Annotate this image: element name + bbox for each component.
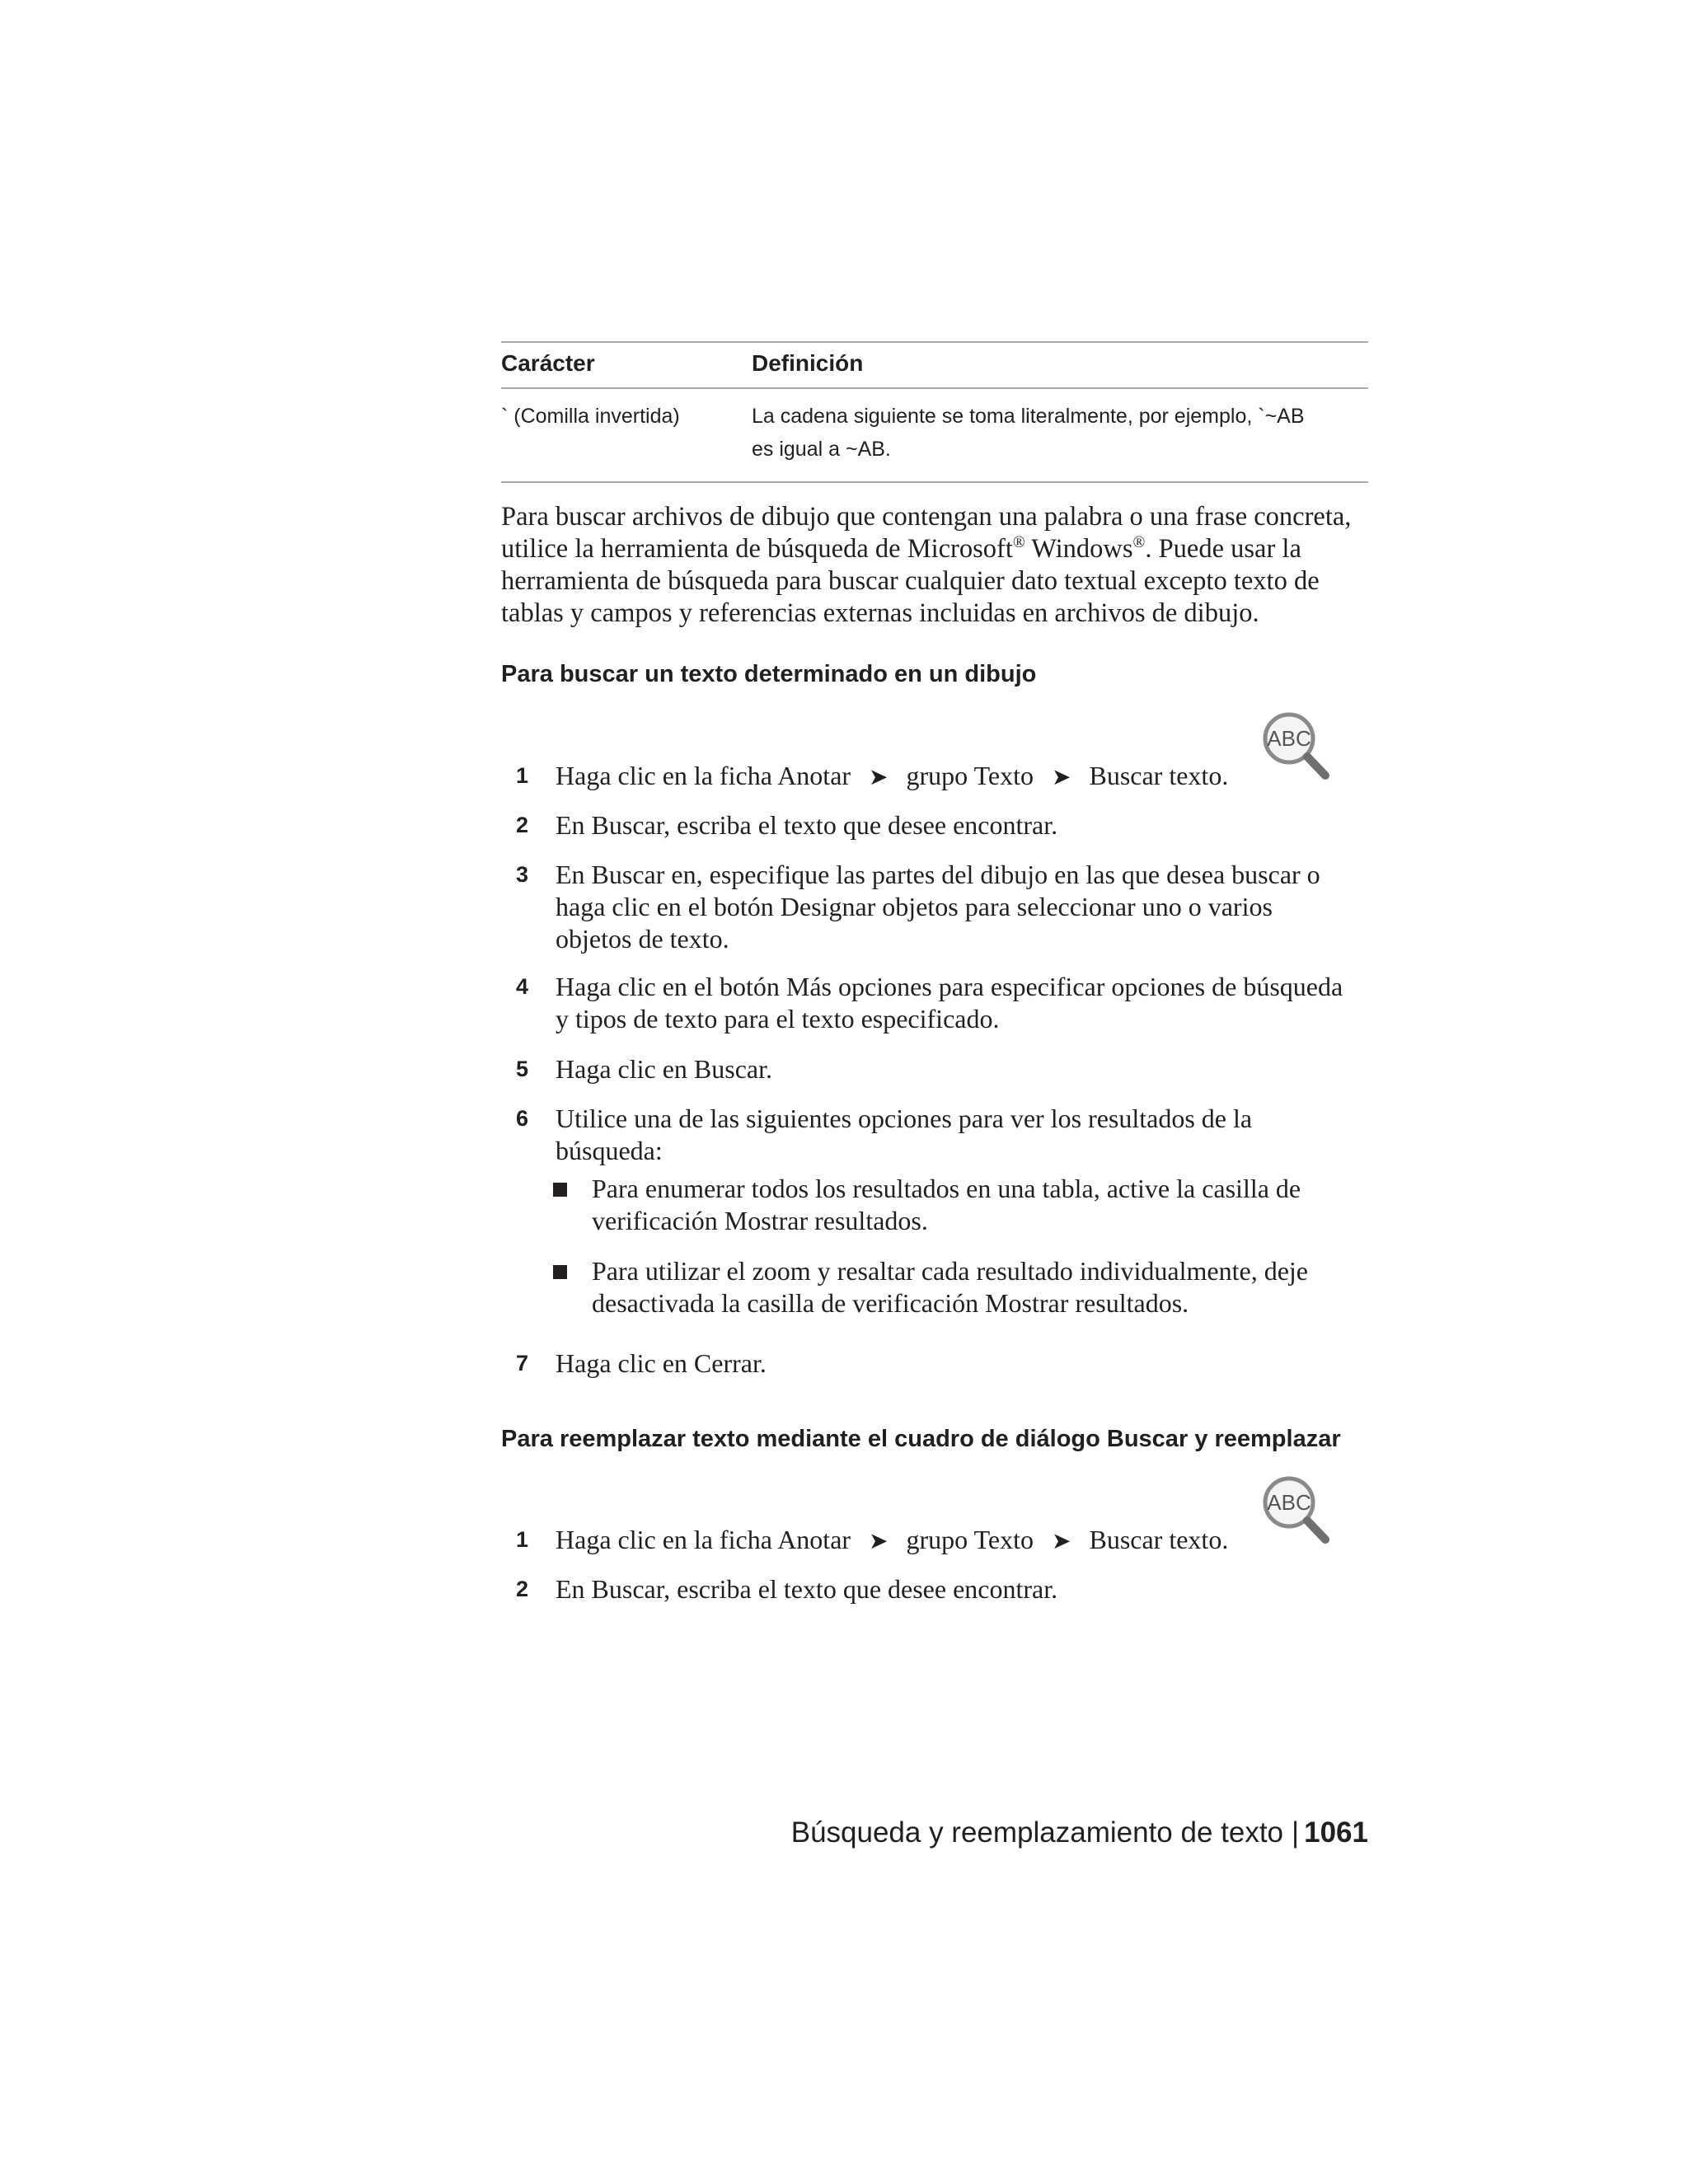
table-cell-definition-line1: La cadena siguiente se toma literalmente, por ejemplo, `~AB (752, 405, 1305, 428)
page-footer (791, 1816, 1368, 1849)
arrow-icon: ➤ (1052, 765, 1071, 790)
step-number: 5 (516, 1057, 529, 1081)
arrow-icon: ➤ (869, 1529, 889, 1554)
footer-title: Búsqueda y reemplazamiento de texto (790, 1816, 1284, 1849)
page-number: 1061 (1304, 1816, 1368, 1849)
intro-line: Para buscar archivos de dibujo que contengan una palabra o una frase concreta, (501, 502, 1352, 532)
intro-line: herramienta de búsqueda para buscar cualquier dato textual excepto texto de (501, 566, 1320, 596)
registered-mark: ® (1012, 534, 1025, 552)
intro-line: utilice la herramienta de búsqueda de Microsoft® Windows®. Puede usar la (501, 534, 1301, 564)
registered-mark: ® (1132, 534, 1146, 552)
step-number: 2 (516, 1577, 529, 1601)
table-cell-definition-line2: es igual a ~AB. (752, 438, 891, 461)
intro-line: tablas y campos y referencias externas incluidas en archivos de dibujo. (501, 598, 1259, 628)
arrow-icon: ➤ (869, 765, 889, 790)
svg-text:ABC: ABC (1267, 1490, 1311, 1515)
bullet-square-icon (553, 1183, 567, 1197)
step-number: 7 (516, 1351, 529, 1376)
step-number: 1 (516, 1527, 529, 1552)
step-number: 2 (516, 813, 529, 837)
arrow-icon: ➤ (1052, 1529, 1071, 1554)
table-header-definition: Definición (752, 350, 864, 376)
document-page: Carácter Definición ` (Comilla invertida) La cadena siguiente se toma literalmente, por ejemplo, `~AB es igual a ~AB. Para buscar archivos de dibujo que contengan una palabra o una frase concreta, utilice la herramienta de búsqueda de Microsoft® Windows®. Puede usar la herramienta de búsqueda para buscar cualquier dato textual excepto texto de tablas y campos y referencias externas incluidas en archivos de dibujo. Para buscar un texto determinado en un dibujo ABC 1 Haga clic en la ficha Anotar ➤ grupo Texto ➤ Buscar texto. 2 En Buscar, escriba el texto que desee encontrar. 3 En Buscar en, especifique las partes del dibujo en las que desea buscar o haga clic en el botón Designar objetos para seleccionar uno o varios objetos de texto. 4 Haga clic en el botón Más opciones para especificar opciones de búsqueda y tipos de texto para el texto especificado. 5 Haga clic en Buscar. 6 Utilice una de las siguientes opciones para ver los resultados de la búsqueda: Para enumerar todos los resultados en una tabla, active la casilla de verificación Mostrar resultados. Para utilizar el zoom y resaltar cada resultado individualmente, deje desactivada la casilla de verificación Mostrar resultados. 7 Haga clic en Cerrar. Para reemplazar texto mediante el cuadro de diálogo Buscar y reemplazar ABC 1 Haga clic en la ficha Anotar ➤ grupo Texto ➤ Buscar texto. 2 En Buscar, escriba el texto que desee encontrar. Búsqueda y reemplazamiento de texto | 1061 (0, 0, 1688, 2184)
step-number: 6 (516, 1106, 529, 1131)
table-header-rule (501, 387, 1368, 389)
step-number: 4 (516, 974, 529, 999)
bullet-square-icon (553, 1265, 567, 1279)
intro-paragraph (501, 501, 1383, 630)
step-number: 3 (516, 862, 529, 887)
section-heading: Para reemplazar texto mediante el cuadro de diálogo Buscar y reemplazar (501, 1426, 1341, 1452)
table-top-rule (501, 341, 1368, 343)
table-bottom-rule (501, 481, 1368, 483)
step-number: 1 (516, 763, 529, 788)
table-header-character: Carácter (501, 350, 595, 376)
svg-text:ABC: ABC (1267, 726, 1311, 751)
table-cell-character: ` (Comilla invertida) (501, 405, 680, 428)
section-heading: Para buscar un texto determinado en un dibujo (501, 661, 1037, 687)
footer-separator: | (1292, 1816, 1300, 1849)
